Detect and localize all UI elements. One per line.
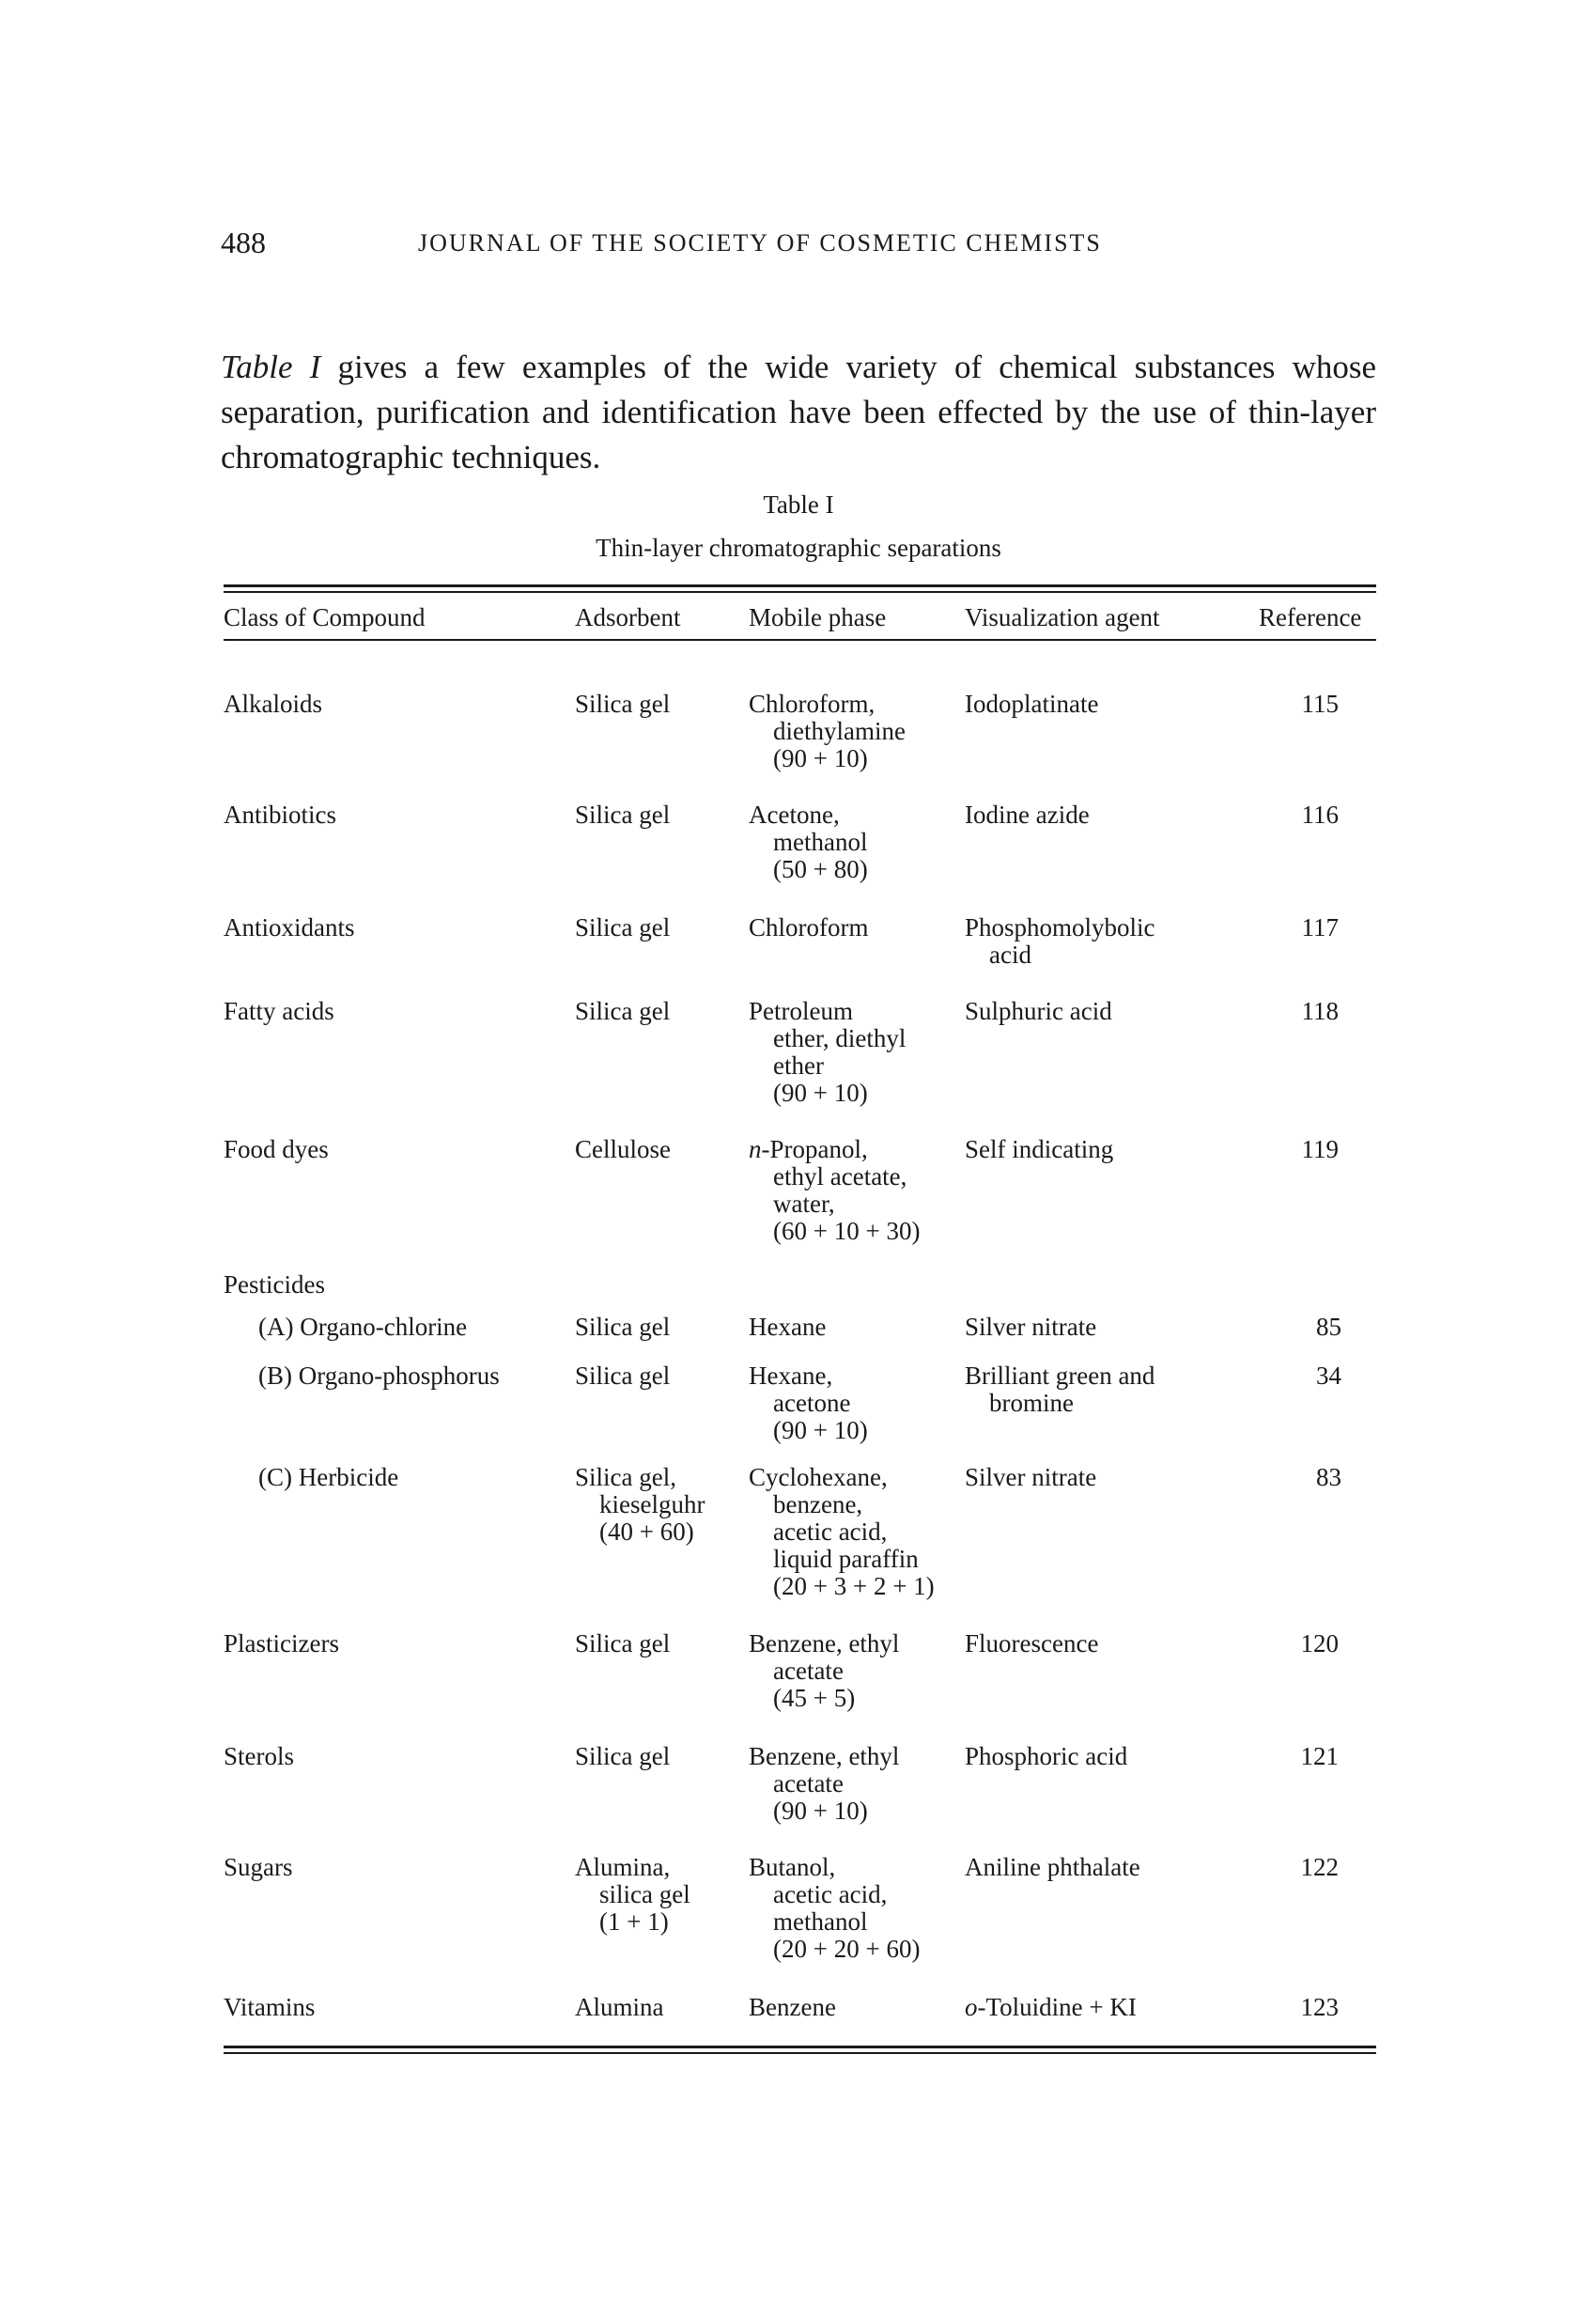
adsorbent-cell bbox=[575, 1994, 664, 2021]
mob-line: n-Propanol, bbox=[749, 1135, 868, 1163]
mob-line: acetone bbox=[773, 1389, 851, 1417]
ads-line: Silica gel bbox=[575, 1313, 671, 1341]
mob-line: acetate bbox=[773, 1657, 844, 1685]
mob-line: ether bbox=[773, 1051, 824, 1080]
column-header-reference: Reference bbox=[1259, 603, 1362, 631]
ads-line: Silica gel bbox=[575, 690, 671, 718]
vis-line: bromine bbox=[989, 1389, 1074, 1417]
visualization-cell bbox=[965, 1362, 1154, 1417]
adsorbent-cell bbox=[575, 1630, 670, 1658]
ads-line: Alumina, bbox=[575, 1853, 671, 1881]
mob-line: methanol bbox=[773, 828, 868, 856]
mob-line: Butanol, bbox=[749, 1853, 836, 1881]
mobile-phase-cell bbox=[749, 802, 868, 883]
vis-line: Phosphoric acid bbox=[965, 1742, 1128, 1770]
adsorbent-cell bbox=[575, 1362, 670, 1390]
ads-line: Cellulose bbox=[575, 1135, 671, 1163]
ads-line: Silica gel, bbox=[575, 1463, 676, 1491]
visualization-cell bbox=[965, 914, 1155, 969]
visualization-cell bbox=[965, 1464, 1096, 1491]
mob-line: (90 + 10) bbox=[773, 1079, 868, 1107]
visualization-cell bbox=[965, 1743, 1127, 1770]
class-cell: Alkaloids bbox=[224, 690, 322, 718]
mob-line: Hexane bbox=[749, 1313, 827, 1341]
table-bottom-rule-inner bbox=[224, 2052, 1376, 2054]
column-header-mobile-phase: Mobile phase bbox=[749, 603, 887, 631]
class-cell: Vitamins bbox=[224, 1993, 316, 2021]
ads-line: kieselguhr bbox=[599, 1490, 705, 1518]
table-bottom-rule bbox=[224, 2046, 1376, 2048]
ads-line: Silica gel bbox=[575, 997, 671, 1025]
ads-line: Silica gel bbox=[575, 913, 671, 942]
class-cell: Antioxidants bbox=[224, 913, 355, 942]
vis-line: Self indicating bbox=[965, 1135, 1114, 1163]
mobile-phase-cell bbox=[749, 691, 906, 772]
reference-cell: 123 bbox=[1300, 1993, 1339, 2021]
mobile-phase-cell bbox=[749, 1464, 935, 1600]
mob-line: (20 + 20 + 60) bbox=[773, 1935, 921, 1963]
class-cell: (B) Organo-phosphorus bbox=[258, 1362, 500, 1390]
mob-line: (45 + 5) bbox=[773, 1684, 856, 1712]
page-number: 488 bbox=[221, 226, 266, 259]
vis-line: Aniline phthalate bbox=[965, 1853, 1140, 1881]
class-cell: Sugars bbox=[224, 1853, 293, 1881]
mob-line: Chloroform, bbox=[749, 690, 875, 718]
mob-line: water, bbox=[773, 1190, 835, 1218]
vis-line: Silver nitrate bbox=[965, 1463, 1097, 1491]
vis-line: Iodine azide bbox=[965, 801, 1090, 829]
reference-cell: 119 bbox=[1301, 1135, 1339, 1163]
mob-line: Benzene, ethyl bbox=[749, 1742, 900, 1770]
vis-line: Fluorescence bbox=[965, 1629, 1099, 1658]
mobile-phase-cell bbox=[749, 1743, 899, 1825]
visualization-cell bbox=[965, 1314, 1096, 1341]
adsorbent-cell bbox=[575, 1136, 671, 1163]
class-cell: (A) Organo-chlorine bbox=[258, 1313, 468, 1341]
mobile-phase-cell bbox=[749, 1314, 826, 1341]
reference-cell: 122 bbox=[1300, 1853, 1339, 1881]
mob-line: Chloroform bbox=[749, 913, 869, 942]
mob-line: (90 + 10) bbox=[773, 1416, 868, 1444]
mob-line: acetic acid, bbox=[773, 1880, 888, 1908]
ads-line: Silica gel bbox=[575, 1742, 671, 1770]
visualization-cell bbox=[965, 802, 1090, 829]
mobile-phase-cell bbox=[749, 1994, 836, 2021]
adsorbent-cell bbox=[575, 802, 670, 829]
visualization-cell bbox=[965, 998, 1112, 1025]
mobile-phase-cell bbox=[749, 1630, 899, 1712]
mob-line: methanol bbox=[773, 1907, 868, 1936]
mob-line: ethyl acetate, bbox=[773, 1162, 907, 1191]
reference-cell: 117 bbox=[1301, 913, 1339, 942]
mob-line: (60 + 10 + 30) bbox=[773, 1217, 921, 1245]
vis-line: Silver nitrate bbox=[965, 1313, 1097, 1341]
mob-line: benzene, bbox=[773, 1490, 863, 1518]
reference-cell: 115 bbox=[1301, 690, 1339, 718]
visualization-cell bbox=[965, 1136, 1113, 1163]
ads-line: (40 + 60) bbox=[599, 1517, 694, 1546]
mobile-phase-cell bbox=[749, 1854, 920, 1963]
mob-line: liquid paraffin bbox=[773, 1545, 919, 1573]
mob-line: (50 + 80) bbox=[773, 855, 868, 883]
mobile-phase-cell bbox=[749, 1136, 920, 1245]
class-cell: Antibiotics bbox=[224, 801, 336, 829]
intro-italic-lead: Table I bbox=[221, 349, 321, 385]
mob-line: ether, diethyl bbox=[773, 1024, 906, 1052]
class-cell: Sterols bbox=[224, 1742, 295, 1770]
adsorbent-cell bbox=[575, 1743, 670, 1770]
italic-prefix: o bbox=[965, 1993, 978, 2021]
mob-line: Hexane, bbox=[749, 1362, 833, 1390]
adsorbent-cell bbox=[575, 1854, 690, 1936]
mob-line: Benzene, ethyl bbox=[749, 1629, 900, 1658]
ads-line: Silica gel bbox=[575, 1629, 671, 1658]
reference-cell: 121 bbox=[1300, 1742, 1339, 1770]
adsorbent-cell bbox=[575, 691, 670, 718]
mob-line: Cyclohexane, bbox=[749, 1463, 888, 1491]
visualization-cell bbox=[965, 1854, 1140, 1881]
mobile-phase-cell bbox=[749, 998, 906, 1107]
vis-line: Phosphomolybolic bbox=[965, 913, 1155, 942]
reference-cell: 120 bbox=[1300, 1629, 1339, 1658]
class-cell: Plasticizers bbox=[224, 1629, 339, 1658]
class-cell: Fatty acids bbox=[224, 997, 334, 1025]
intro-text: gives a few examples of the wide variety of chemical substances whose separation, purification and identification have been effected by the use of thin-layer chromatographic techniques. bbox=[221, 349, 1377, 475]
reference-cell: 34 bbox=[1316, 1362, 1341, 1390]
vis-line: Brilliant green and bbox=[965, 1362, 1155, 1390]
mob-line: Acetone, bbox=[749, 801, 840, 829]
journal-title: JOURNAL OF THE SOCIETY OF COSMETIC CHEMISTS bbox=[418, 229, 1102, 257]
mobile-phase-cell bbox=[749, 914, 869, 942]
mob-line: acetate bbox=[773, 1769, 844, 1798]
column-header-class: Class of Compound bbox=[224, 603, 426, 631]
visualization-cell bbox=[965, 691, 1098, 718]
table-label: Table I bbox=[763, 490, 834, 519]
visualization-cell bbox=[965, 1630, 1098, 1658]
reference-cell: 116 bbox=[1301, 801, 1339, 829]
ads-line: Alumina bbox=[575, 1993, 664, 2021]
visualization-cell bbox=[965, 1994, 1137, 2021]
adsorbent-cell bbox=[575, 1314, 670, 1341]
mobile-phase-cell bbox=[749, 1362, 868, 1444]
reference-cell: 83 bbox=[1316, 1463, 1341, 1491]
mob-line: (90 + 10) bbox=[773, 1797, 868, 1825]
ads-line: Silica gel bbox=[575, 1362, 671, 1390]
class-cell: Pesticides bbox=[224, 1270, 325, 1299]
adsorbent-cell bbox=[575, 998, 670, 1025]
ads-line: Silica gel bbox=[575, 801, 671, 829]
italic-prefix: n bbox=[749, 1135, 762, 1163]
mob-line: (20 + 3 + 2 + 1) bbox=[773, 1572, 935, 1600]
vis-line: Iodoplatinate bbox=[965, 690, 1099, 718]
table-title: Thin-layer chromatographic separations bbox=[596, 534, 1001, 562]
reference-cell: 85 bbox=[1316, 1313, 1341, 1341]
vis-line: acid bbox=[989, 941, 1031, 969]
ads-line: (1 + 1) bbox=[599, 1907, 669, 1936]
class-cell: Food dyes bbox=[224, 1135, 329, 1163]
reference-cell: 118 bbox=[1301, 997, 1339, 1025]
class-cell: (C) Herbicide bbox=[258, 1463, 399, 1491]
mob-line: (90 + 10) bbox=[773, 744, 868, 772]
adsorbent-cell bbox=[575, 1464, 705, 1546]
mob-line: acetic acid, bbox=[773, 1517, 888, 1546]
mob-line: diethylamine bbox=[773, 717, 906, 745]
vis-line: o-Toluidine + KI bbox=[965, 1993, 1137, 2021]
vis-line: Sulphuric acid bbox=[965, 997, 1112, 1025]
ads-line: silica gel bbox=[599, 1880, 690, 1908]
mob-line: Benzene bbox=[749, 1993, 836, 2021]
adsorbent-cell bbox=[575, 914, 670, 942]
mob-line: Petroleum bbox=[749, 997, 853, 1025]
column-header-adsorbent: Adsorbent bbox=[575, 603, 681, 631]
column-header-visualization: Visualization agent bbox=[965, 603, 1160, 631]
